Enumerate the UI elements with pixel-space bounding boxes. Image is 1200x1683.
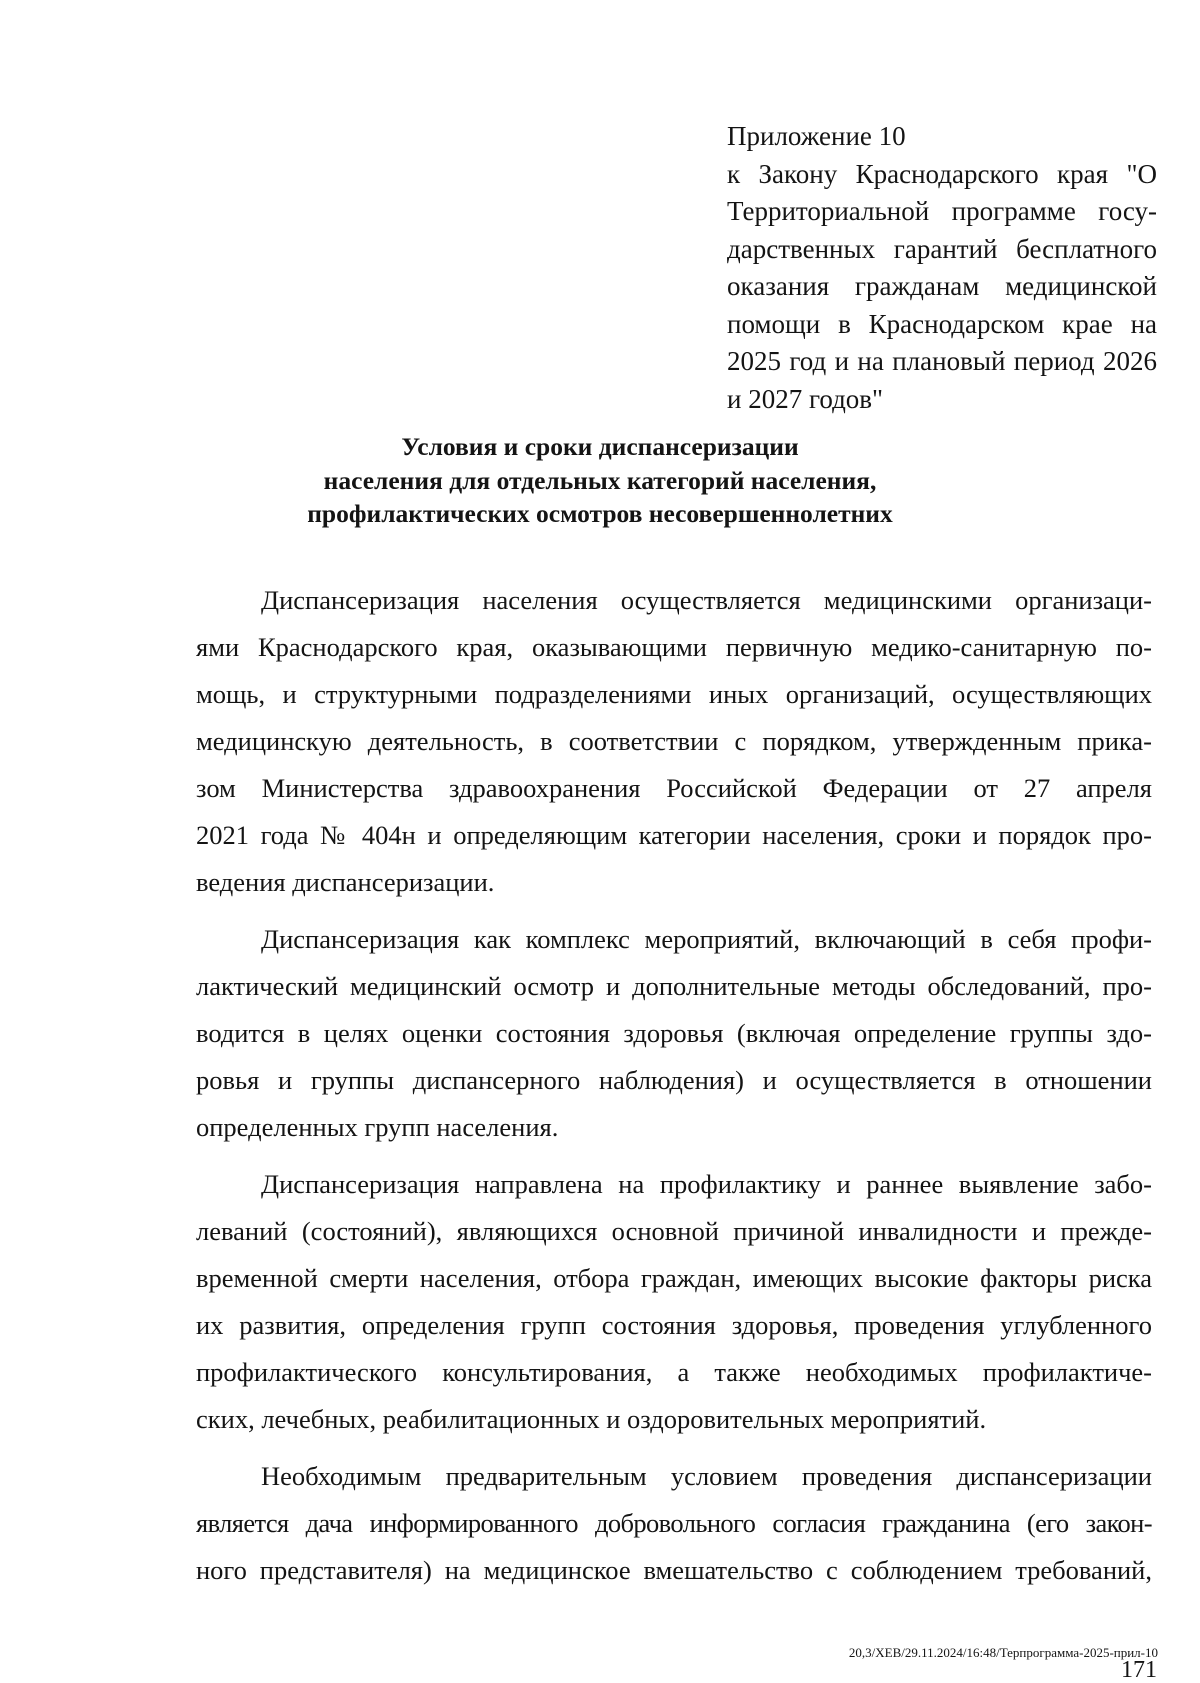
paragraph-line: ного представителя) на медицинское вмешательство с соблюдением требований, <box>196 1555 1152 1585</box>
paragraph <box>196 916 1152 1151</box>
paragraph-line: ских, лечебных, реабилитационных и оздоровительных мероприятий. <box>196 1404 987 1434</box>
paragraph-line: зом Министерства здравоохранения Российской Федерации от 27 апреля <box>196 773 1152 803</box>
paragraph-line: лактический медицинский осмотр и дополнительные методы обследований, про- <box>196 971 1152 1001</box>
paragraph-line: их развития, определения групп состояния здоровья, проведения углубленного <box>196 1310 1152 1340</box>
paragraph-line: профилактического консультирования, а также необходимых профилактиче- <box>196 1357 1152 1387</box>
appendix-title: Приложение 10 <box>727 121 906 151</box>
document-title-line: населения для отдельных категорий населения, <box>323 465 877 495</box>
paragraph-line: определенных групп населения. <box>196 1112 559 1142</box>
paragraph-line: Диспансеризация населения осуществляется медицинскими организаци- <box>261 585 1152 615</box>
paragraph-line: ровья и группы диспансерного наблюдения) и осуществляется в отношении <box>196 1065 1152 1095</box>
paragraph-line: ведения диспансеризации. <box>196 867 495 897</box>
paragraph-line: Диспансеризация как комплекс мероприятий, включающий в себя профи- <box>261 924 1152 954</box>
paragraph-line: водится в целях оценки состояния здоровья (включая определение группы здо- <box>196 1018 1152 1048</box>
document-title-line: профилактических осмотров несовершеннолетних <box>307 499 893 528</box>
paragraph <box>196 1453 1152 1594</box>
document-body <box>196 577 1152 1604</box>
paragraph-line: ями Краснодарского края, оказывающими первичную медико-санитарную по- <box>196 632 1152 662</box>
paragraph <box>196 1161 1152 1443</box>
paragraph-line: временной смерти населения, отбора граждан, имеющих высокие факторы риска <box>196 1263 1152 1293</box>
paragraph-line: 2021 года № 404н и определяющим категории населения, сроки и порядок про- <box>196 820 1152 850</box>
appendix-body: к Закону Краснодарского края "О Территориальной программе госу-дарственных гарантий бесплатного оказания гражданам медицинской помощи в Краснодарском крае на 2025 год и на плановый период 2026 и 2027 годов" <box>727 158 1157 414</box>
paragraph-line: медицинскую деятельность, в соответствии с порядком, утвержденным прика- <box>196 726 1152 756</box>
paragraph-line: Необходимым предварительным условием проведения диспансеризации <box>261 1461 1152 1491</box>
paragraph-line: мощь, и структурными подразделениями иных организаций, осуществляющих <box>196 679 1152 709</box>
paragraph-line: является дача информированного добровольного согласия гражданина (его закон- <box>196 1508 1152 1538</box>
appendix-header <box>727 118 1157 418</box>
document-footer-code: 20,3/ХЕВ/29.11.2024/16:48/Терпрограмма-2025-прил-10 <box>848 1645 1158 1660</box>
document-title-line: Условия и сроки диспансеризации <box>401 432 799 461</box>
page-number: 171 <box>1121 1657 1157 1683</box>
paragraph-line: леваний (состояний), являющихся основной причиной инвалидности и прежде- <box>196 1216 1152 1246</box>
paragraph-line: Диспансеризация направлена на профилактику и раннее выявление забо- <box>261 1169 1152 1199</box>
paragraph <box>196 577 1152 906</box>
document-title <box>0 430 1200 531</box>
